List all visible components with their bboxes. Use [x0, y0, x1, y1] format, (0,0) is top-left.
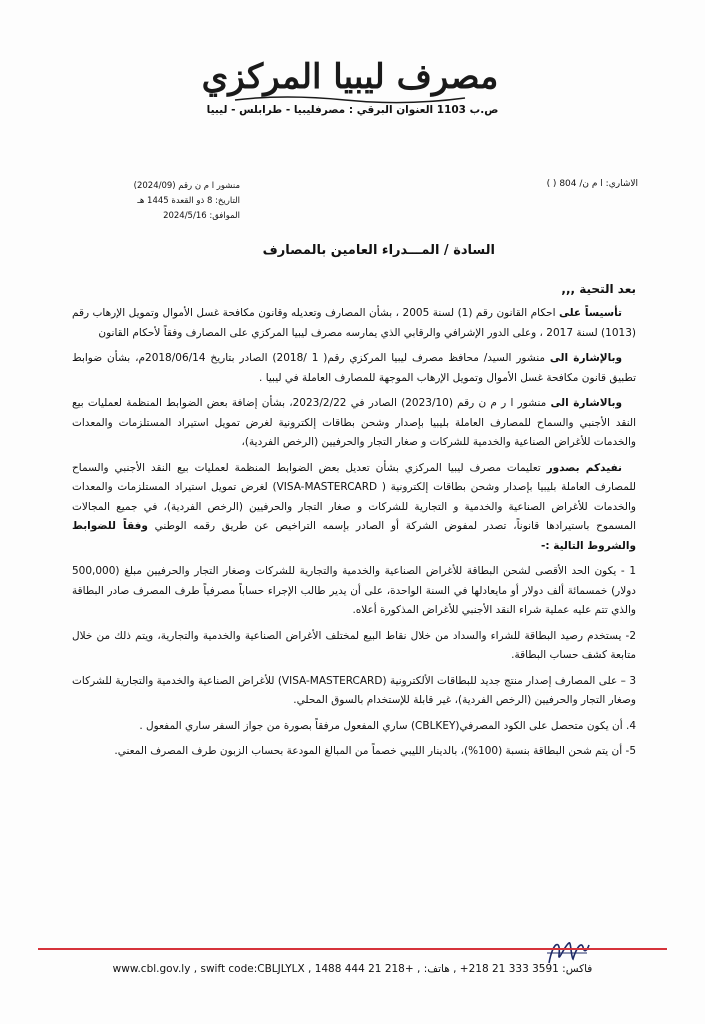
paragraph-2	[72, 349, 636, 388]
reference-number: الاشاري: ا م ن/ 804 ( )	[546, 179, 638, 189]
phone-number: 3591 333 21 218+ ,	[453, 963, 559, 975]
condition-item-2: 2- يستخدم رصيد البطاقة للشراء والسداد من خلال نقاط البيع لمختلف الأغراض الصناعية والخدمية والتجارية، ويتم ذلك من خلال متابعة كشف حساب البطاقة.	[72, 629, 636, 661]
phone-label: هاتف:	[423, 963, 450, 975]
paragraph-3	[72, 394, 636, 453]
svg-text:مصرف ليبيا المركزي: مصرف ليبيا المركزي	[201, 57, 499, 97]
condition-item-4: 4. أن يكون متحصل على الكود المصرفي(CBLKEY) ساري المفعول مرفقاً بصورة من جواز السفر ساري المفعول .	[139, 719, 636, 732]
paragraph-4	[72, 459, 636, 557]
date-gregorian: الموافق: 2024/5/16	[163, 211, 240, 221]
paragraph-4-text: تعليمات مصرف ليبيا المركزي بشأن تعديل بعض الضوابط المنظمة لعمليات بيع النقد الأجنبي والسماح للمصارف العاملة بليبيا بإصدار وشحن بطاقات إلكترونية ( VISA-MASTERCARD) لغرض تمويل استيراد المستلزمات والمعدات والخدمات للأغراض الصناعية والخدمية و التجارية للشركات و صغار التجار والحرفيين (الرخص الفردية)، في جميع المجالات المسموح باستيرادها قانوناً، تصدر لمفوض الشركة أو الصادر بإسمه التراخيص عن طريق رقمه الوطني	[72, 461, 636, 532]
paragraph-4-lead: نفيدكم بصدور	[546, 461, 622, 474]
fax-label: فاكس:	[562, 963, 593, 975]
footer-divider	[38, 948, 667, 950]
circular-number: منشور ا م ن رقم (2024/09)	[133, 181, 240, 191]
swift-code: swift code:CBLJLYLX ,	[200, 963, 312, 975]
letter-body	[72, 304, 636, 768]
condition-item-1: 1 - يكون الحد الأقصى لشحن البطاقة للأغراض الصناعية والخدمية والتجارية للشركات وصغار التجار والحرفيين مبلغ (500,000 دولار) خمسمائة ألف دولار أو مايعادلها في السنة الواحدة، على أن يدير طالب الإجراء حساباً مصرفياً طرف المصرف صادر البطاقة والذي تتم عليه عملية شراء النقد الأجنبي للأغراض المذكورة أعلاه.	[72, 565, 636, 616]
fax-number: 1488 444 21 218+ ,	[314, 963, 421, 975]
condition-item-3: 3 – على المصارف إصدار منتج جديد للبطاقات الألكترونية (VISA-MASTERCARD) للأغراض الصناعية والخدمية والتجارية للشركات وصغار التجار والحرفيين (الرخص الفردية)، غير قابلة للإستخدام بالسوق المحلي.	[72, 674, 636, 706]
condition-item-5: 5- أن يتم شحن البطاقة بنسبة (100%)، بالدينار الليبي خصماً من المبالغ المودعة بحساب الزبون طرف المصرف المعني.	[114, 745, 636, 757]
paragraph-3-lead: وبالاشارة الى	[550, 397, 622, 409]
circular-meta	[120, 179, 240, 224]
addressee: السادة / المـــدراء العامين بالمصارف	[262, 243, 495, 258]
paragraph-1	[72, 304, 636, 343]
website: www.cbl.gov.ly ,	[112, 963, 198, 975]
paragraph-2-text: منشور السيد/ محافظ مصرف ليبيا المركزي رقم( 1 /2018) الصادر بتاريخ 2018/06/14م، بشأن ضوابط تطبيق قانون مكافحة غسل الأموال وتمويل الإرهاب الموجهة للمصارف العاملة في ليبيا .	[72, 352, 636, 384]
date-hijri: التاريخ: 8 ذو القعدة 1445 هـ	[137, 196, 240, 206]
paragraph-1-text: احكام القانون رقم (1) لسنة 2005 ، بشأن المصارف وتعديله وقانون مكافحة غسل الأموال وتمويل الإرهاب رقم (1013) لسنة 2017 ، وعلى الدور الإشرافي والرقابي الذي يمارسه مصرف ليبيا المركزي على المصارف وفقاً لأحكام القانون	[72, 307, 636, 339]
cbl-logo	[201, 38, 499, 108]
paragraph-4-tail: وفقاً للضوابط والشروط التالية :-	[72, 520, 636, 552]
po-box-line: ص.ب 1103 العنوان البرقي : مصرفليبيا - طرابلس - ليبيا	[206, 104, 499, 116]
paragraph-2-lead: وبالإشارة الى	[549, 352, 622, 364]
greeting: بعد التحية ,,,	[561, 282, 636, 296]
paragraph-1-lead: تأسيساً على	[559, 307, 622, 319]
paragraph-3-text: منشور ا ر م ن رقم (2023/10) الصادر في 2023/2/22، بشأن إضافة بعض الضوابط المنظمة لعمليات بيع النقد الأجنبي والسماح للمصارف العاملة بليبيا بإصدار وشحن بطاقات إلكترونية لغرض تمويل استيراد المستلزمات والمعدات والخدمات للأغراض الصناعية والخدمية للشركات و صغار التجار والحرفيين (الرخص الفردية)،	[72, 397, 636, 448]
footer-contacts	[0, 963, 705, 975]
